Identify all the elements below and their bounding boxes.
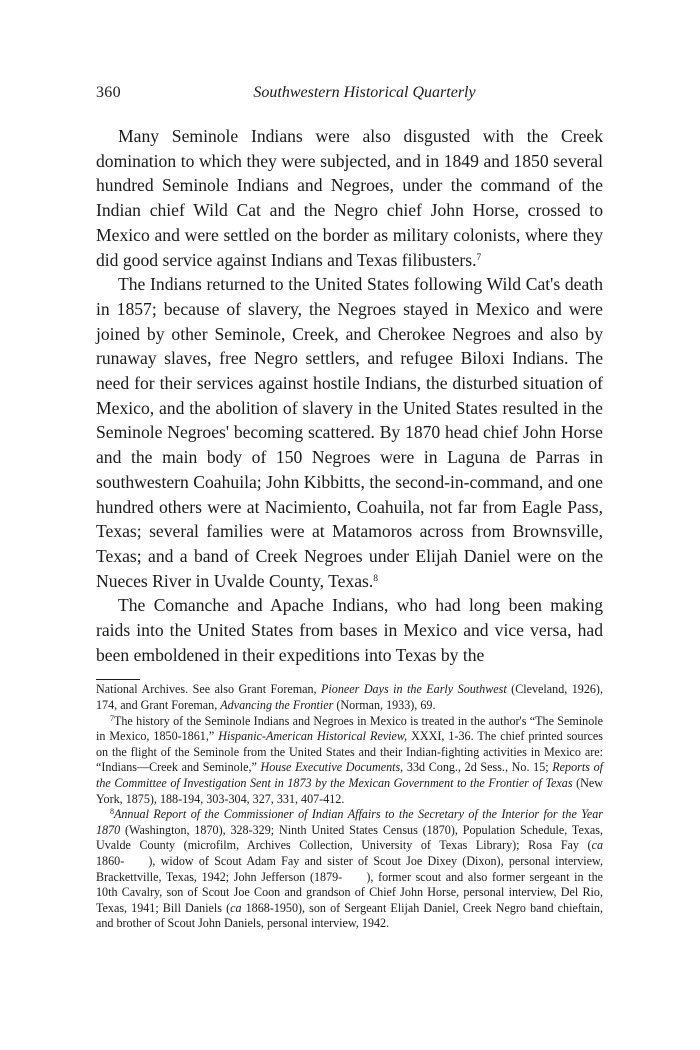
footnote-text: XXXI, 1-36. The chief printed sources on the flight of the Seminole from the United States and their Indian-fighting activities in Mexico are: “Indians—Creek and Seminole,” (96, 729, 603, 775)
page (96, 84, 603, 932)
paragraph-3-text: The Comanche and Apache Indians, who had long been making raids into the United States from bases in Mexico and vice versa, had been emboldened in their expeditions into Texas by the (96, 595, 603, 665)
footnote-title: Annual Report of the Commissioner of Indian Affairs to the Secretary of the Interior for the Year 1870 (96, 807, 603, 837)
footnote-text: (Cleveland, 1926), 174, and Grant Foreman, (96, 682, 603, 713)
page-header (96, 84, 603, 110)
footnote-text: (Washington, 1870), 328-329; Ninth United States Census (1870), Population Schedule, Texas, Uvalde County (microfilm, Archives Collection, University of Texas Library); Rosa Fay ( (96, 822, 603, 853)
footnote-text: National Archives. See also Grant Foreman, (96, 682, 322, 697)
footnote-text: 1868-1950), son of Sergeant Elijah Daniel, Creek Negro band chieftain, and brother of Scout John Daniels, personal interview, 1942. (96, 900, 603, 931)
footnote-text: 33d Cong., 2d Sess., No. 15; (403, 760, 553, 775)
page-number: 360 (96, 84, 121, 101)
footnote-text: The history of the Seminole Indians and Negroes in Mexico is treated in the author's “The Seminole in Mexico, 1850-1861,” (96, 713, 603, 744)
footnote-text: 1860- ), widow of Scout Adam Fay and sister of Scout Joe Dixey (Dixon), personal interview, Brackettville, Texas, 1942; John Jefferson (1879- ), former scout and also former sergeant in the 10th Cavalry, son of Scout Joe Coon and grandson of Chief John Horse, personal interview, Del Rio, Texas, 1941; Bill Daniels ( (96, 854, 603, 915)
footnote-title: House Executive Documents, (260, 760, 404, 775)
footnote-title: Hispanic-American Historical Review, (218, 729, 408, 744)
footnote-title: Advancing the Frontier (220, 698, 334, 713)
footnote-title: Reports of the Committee of Investigation Sent in 1873 by the Mexican Government to the Frontier of Texas (96, 760, 603, 791)
footnote-circa: ca (230, 900, 242, 915)
footnote-circa: ca (591, 838, 603, 853)
footnote-text: (Norman, 1933), 69. (333, 698, 436, 713)
footnote-ref-8: 8 (373, 573, 379, 584)
footnote-ref-7: 7 (476, 252, 482, 263)
footnote-marker: 7 (110, 713, 114, 723)
paragraph-1 (96, 124, 603, 272)
footnote-7 (96, 714, 603, 808)
paragraph-2-text: The Indians returned to the United States following Wild Cat's death in 1857; because of slavery, the Negroes stayed in Mexico and were joined by other Seminole, Creek, and Cherokee Negroes and also by runaway slaves, free Negro settlers, and refugee Biloxi Indians. The need for their services against hostile Indians, the disturbed situation of Mexico, and the abolition of slavery in the United States resulted in the Seminole Negroes' becoming scattered. By 1870 head chief John Horse and the main body of 150 Negroes were in Laguna de Parras in southwestern Coahuila; John Kibbitts, the second-in-command, and one hundred others were at Nacimiento, Coahuila, not far from Eagle Pass, Texas; several families were at Matamoros across from Brownsville, Texas; and a band of Creek Negroes under Elijah Daniel were on the Nueces River in Uvalde County, Texas. (96, 274, 603, 591)
footnote-continued (96, 682, 603, 713)
footnote-marker: 8 (110, 807, 114, 817)
paragraph-1-text: Many Seminole Indians were also disgusted with the Creek domination to which they were subjected, and in 1849 and 1850 several hundred Seminole Indians and Negroes, under the command of the Indian chief Wild Cat and the Negro chief John Horse, crossed to Mexico and were settled on the border as military colonists, where they did good service against Indians and Texas filibusters. (96, 126, 603, 270)
footnote-text: (New York, 1875), 188-194, 303-304, 327, 331, 407-412. (96, 776, 603, 806)
footnote-8 (96, 807, 603, 932)
footnotes (96, 682, 603, 932)
paragraph-2 (96, 272, 603, 593)
running-head: Southwestern Historical Quarterly (253, 84, 476, 101)
footnote-divider (96, 679, 140, 680)
footnote-title: Pioneer Days in the Early Southwest (321, 682, 507, 697)
body-text (96, 124, 603, 667)
paragraph-3 (96, 593, 603, 667)
